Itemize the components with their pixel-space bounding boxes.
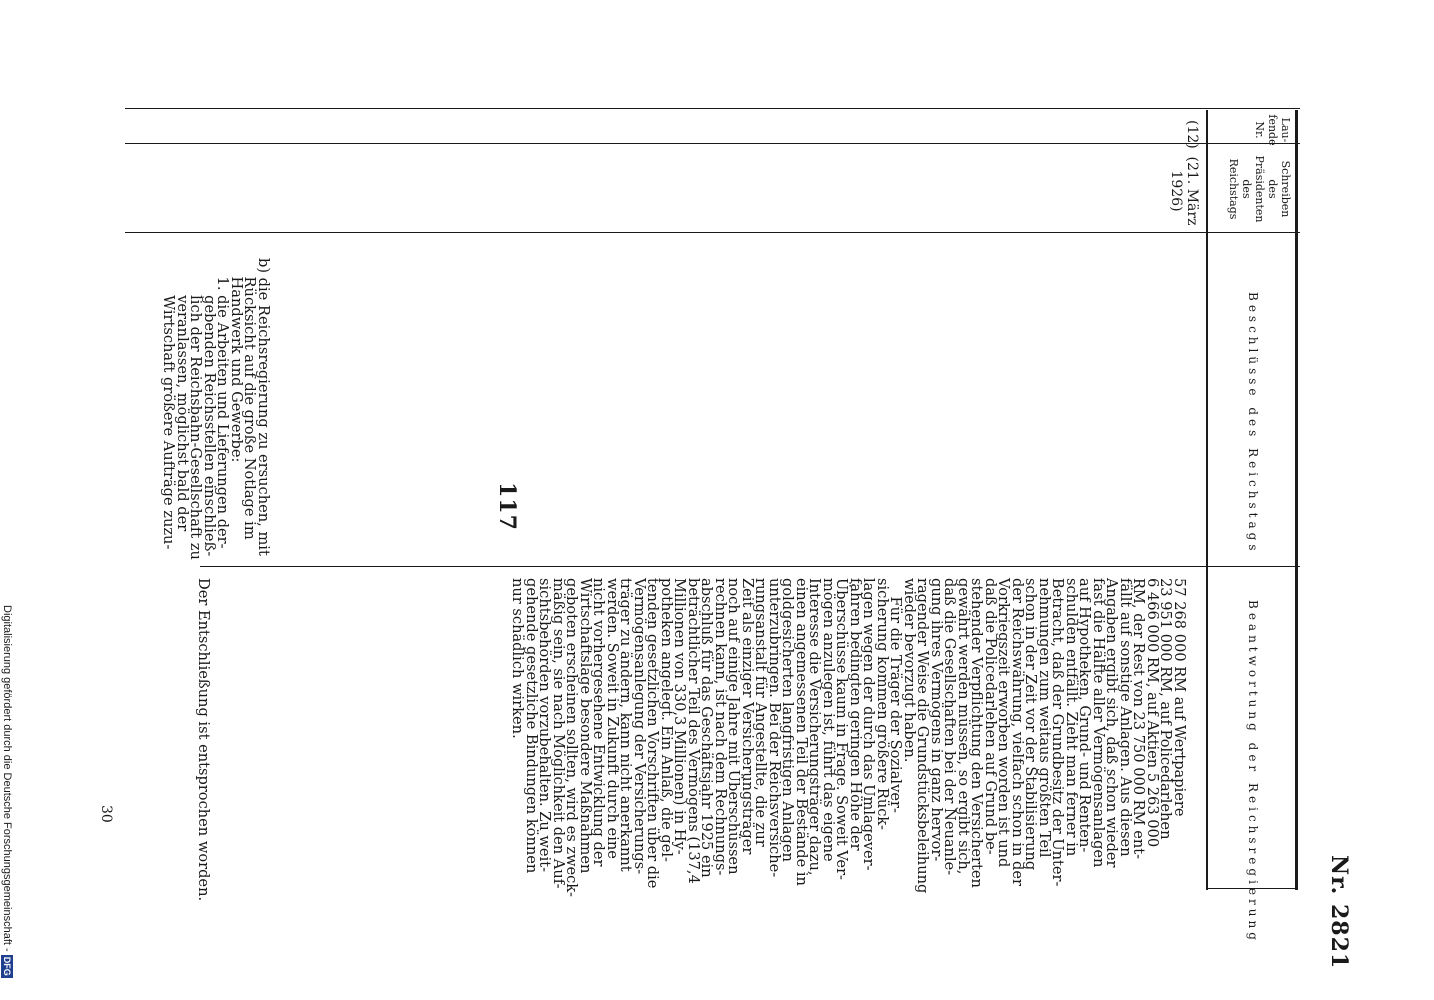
entry-date: (21. März 1926) bbox=[1168, 156, 1200, 226]
table-rule-left bbox=[125, 108, 1300, 109]
column-header-schreiben: Schreiben des Präsidenten des Reichstags bbox=[1227, 155, 1292, 223]
document-number: Nr. 2821 bbox=[1326, 855, 1352, 970]
page-number: 117 bbox=[494, 482, 520, 531]
column-header-beantwortung: Beantwortung der Reichsregierung bbox=[1246, 600, 1260, 944]
table-rule-header-bottom bbox=[1206, 110, 1208, 890]
beschluss-text-b: b) die Reichsregierung zu ersuchen, mit Rücksicht auf die große Notlage im Handwerk und Gewerbe: 1. die Arbeiten und Lieferungen der- gebenden Reichsstellen einschließ- lich der Reichsbahn-Gesellschaft zu veranlassen, möglichst bald der Wirtschaft größere Aufträge zuzu- bbox=[160, 258, 272, 560]
antwort-text: 57 268 000 RM auf Wertpapiere 23 951 000 RM, auf Policedarlehen 6 466 000 RM, auf Aktien 5 263 000 RM, der Rest von 23 750 000 RM ent- fällt auf sonstige Anlagen. Aus diesen Angaben ergibt sich, daß schon wieder fast die Hälfte aller Vermögensanlagen auf Hypotheken, Grund- und Renten- schulden entfällt. Zieht man ferner in Betracht, daß der Grundbesitz der Unter- nehmungen zum weitaus größten Teil schon in der Zeit vor der Stabilisierung der Reichswährung, vielfach schon in der Vorkriegszeit erworben worden ist und daß die Policedarlehen auf Grund be- stehender Verpflichtung den Versicherten gewährt werden müssen, so ergibt sich, daß die Gesellschaften bei der Neuanle- gung ihres Vermögens in ganz hervor- ragender Weise die Grundstücksbeleihung wieder bevorzugt haben. Für die Träger der Sozialver- sicherung kommen größere Rück- lagen wegen der durch das Umlagever- fahren bedingten geringen Höhe der Überschüsse kaum in Frage. Soweit Ver- mögen anzulegen ist, führt das eigene Interesse die Versicherungsträger dazu, einen angemessenen Teil der Bestände in goldgesicherten langfristigen Anlagen unterzubringen. Bei der Reichsversiche- rungsanstalt für Angestellte, die zur Zeit als einziger Versicherungsträger noch auf einige Jahre mit Überschüssen rechnen kann, ist nach dem Rechnungs- abschluß für das Geschäftsjahr 1925 ein beträchtlicher Teil des Vermögens (137,4 Millionen von 330,3 Millionen) in Hy- potheken angelegt. Ein Anlaß, die gel- tenden gesetzlichen Vorschriften über die Vermögensanlegung der Versicherungs- träger zu ändern, kann nicht anerkannt werden. Soweit in Zukunft durch eine nicht vorhergesehene Entwicklung der Wirtschaftslage besondere Maßnahmen geboten erscheinen sollten, wird es zweck- mäßig sein, sie nach Möglichkeit den Auf- sichtsbehörden vorzubehalten. Zu weit- gehende gesetzliche Bindungen können nur schädlich wirken. bbox=[509, 578, 1188, 897]
entry-number: (12) bbox=[1184, 120, 1200, 149]
page-marker-bottom: 30 bbox=[98, 805, 114, 823]
table-rule-top bbox=[1295, 110, 1298, 890]
dfg-logo: DFG bbox=[2, 956, 12, 976]
table-rule-col3 bbox=[200, 566, 1300, 567]
table-rule-col1 bbox=[125, 143, 1300, 144]
column-header-laufende-nr: Lau- fende Nr. bbox=[1253, 114, 1292, 146]
column-header-beschluesse: Beschlüsse des Reichstags bbox=[1246, 292, 1260, 555]
table-rule-col2 bbox=[125, 232, 1300, 233]
antwort-text-b: Der Entschließung ist entsprochen worden. bbox=[195, 578, 212, 902]
digitization-note bbox=[1, 605, 13, 978]
digitization-text: Digitalisierung gefördert durch die Deutsche Forschungsgemeinschaft - bbox=[1, 605, 13, 952]
